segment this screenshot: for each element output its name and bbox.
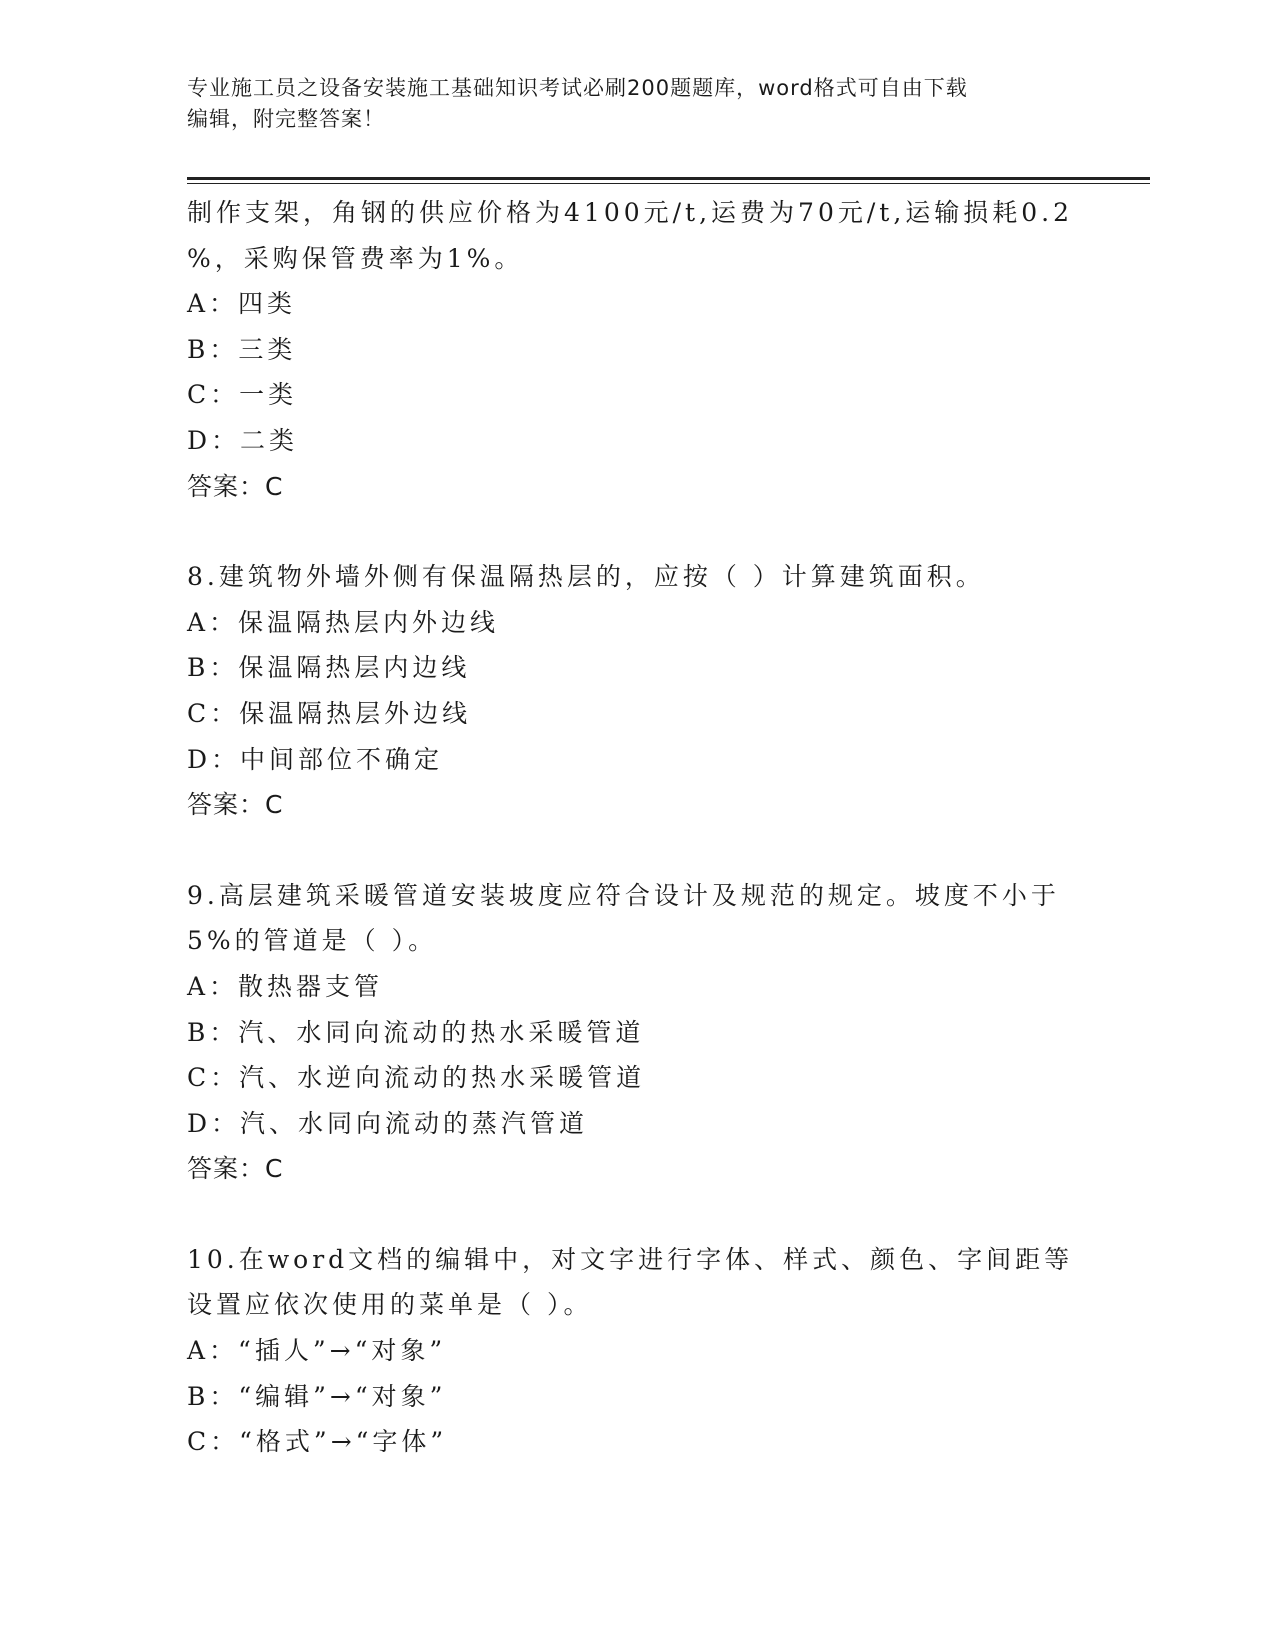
question-stem-line: 9.高层建筑采暖管道安装坡度应符合设计及规范的规定。坡度不小于 — [187, 880, 1060, 910]
answer-line: 答案：C — [187, 790, 284, 820]
option-c: C：一类 — [187, 380, 298, 410]
option-b: B：汽、水同向流动的热水采暖管道 — [187, 1017, 645, 1047]
option-d: D：中间部位不确定 — [187, 744, 444, 774]
option-d: D：汽、水同向流动的蒸汽管道 — [187, 1108, 589, 1138]
option-a: A：保温隔热层内外边线 — [187, 607, 500, 637]
question-spacer — [187, 1192, 1107, 1237]
option-c: C：保温隔热层外边线 — [187, 698, 472, 728]
question-10 — [187, 1237, 1107, 1465]
question-9 — [187, 873, 1107, 1192]
option-a: A：四类 — [187, 289, 297, 319]
header-title-line-1: 专业施工员之设备安装施工基础知识考试必刷200题题库，word格式可自由下载 — [187, 76, 968, 100]
option-b: B：三类 — [187, 334, 297, 364]
answer-line: 答案：C — [187, 471, 284, 501]
question-8 — [187, 554, 1107, 828]
option-a: A：“插人”→“对象” — [187, 1336, 447, 1366]
header-title-line-2: 编辑，附完整答案！ — [187, 107, 385, 131]
document-body — [187, 190, 1107, 1465]
question-spacer — [187, 828, 1107, 873]
question-stem-line: 8.建筑物外墙外侧有保温隔热层的，应按（ ）计算建筑面积。 — [187, 562, 985, 592]
answer-line: 答案：C — [187, 1154, 284, 1184]
question-stem-line: %，采购保管费率为1%。 — [187, 243, 524, 273]
question-stem-line: 5%的管道是（ ）。 — [187, 926, 438, 956]
header-divider-thick — [187, 177, 1150, 180]
question-stem-line: 10.在word文档的编辑中，对文字进行字体、样式、颜色、字间距等 — [187, 1244, 1074, 1274]
option-b: B：“编辑”→“对象” — [187, 1381, 447, 1411]
question-7-continued — [187, 190, 1107, 509]
option-a: A：散热器支管 — [187, 971, 384, 1001]
question-spacer — [187, 509, 1107, 554]
option-d: D：二类 — [187, 425, 299, 455]
question-stem-line: 制作支架，角钢的供应价格为4100元/t,运费为70元/t,运输损耗0.2 — [187, 198, 1074, 227]
question-stem-line: 设置应依次使用的菜单是（ ）。 — [187, 1290, 593, 1320]
document-header — [187, 73, 1087, 135]
option-b: B：保温隔热层内边线 — [187, 653, 471, 683]
header-divider-thin — [187, 183, 1150, 184]
option-c: C：汽、水逆向流动的热水采暖管道 — [187, 1063, 646, 1093]
option-c: C：“格式”→“字体” — [187, 1427, 448, 1457]
